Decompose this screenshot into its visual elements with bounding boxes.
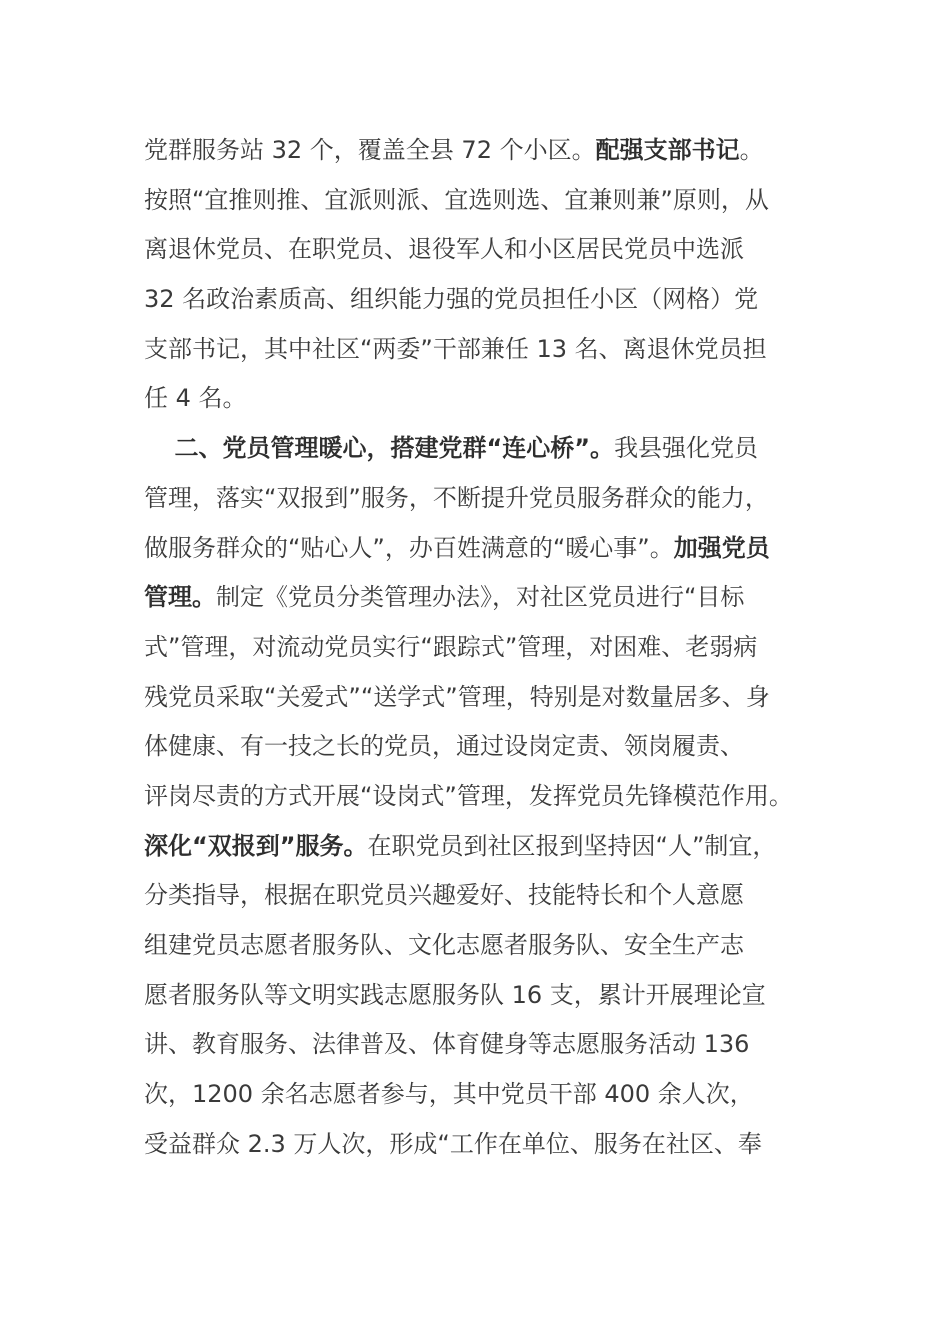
text-line <box>144 225 816 275</box>
text-segment: 制定《党员分类管理办法》，对社区党员进行“目标 <box>216 583 745 612</box>
text-line <box>144 1120 816 1170</box>
text-segment: 管理，落实“双报到”服务，不断提升党员服务群众的能力， <box>144 483 769 512</box>
text-line <box>144 871 816 921</box>
text-segment: 做服务群众的“贴心人”，办百姓满意的“暖心事”。 <box>144 533 674 562</box>
bold-heading-segment: 管理。 <box>144 583 216 612</box>
bold-heading-segment: 二、党员管理暖心，搭建党群“连心桥”。 <box>174 434 615 463</box>
text-segment: 愿者服务队等文明实践志愿服务队 16 支，累计开展理论宣 <box>144 980 766 1009</box>
text-line <box>144 722 816 772</box>
text-segment: 在职党员到社区报到坚持因“人”制宜， <box>367 831 777 860</box>
text-segment: 受益群众 2.3 万人次，形成“工作在单位、服务在社区、奉 <box>144 1129 762 1158</box>
text-line <box>144 524 816 574</box>
bold-heading-segment: 深化“双报到”服务。 <box>144 831 368 860</box>
text-line <box>144 573 816 623</box>
bold-heading-segment: 加强党员 <box>673 533 770 562</box>
text-line <box>144 971 816 1021</box>
text-line <box>144 275 816 325</box>
text-segment <box>144 434 175 462</box>
text-line <box>144 673 816 723</box>
text-line <box>144 424 816 474</box>
bold-heading-segment: 配强支部书记 <box>595 136 740 164</box>
text-line <box>144 623 816 673</box>
text-line <box>144 474 816 524</box>
text-line <box>144 176 816 226</box>
text-segment: 分类指导，根据在职党员兴趣爱好、技能特长和个人意愿 <box>144 881 744 910</box>
text-segment: 按照“宜推则推、宜派则派、宜选则选、宜兼则兼”原则，从 <box>144 185 769 214</box>
text-line <box>144 921 816 971</box>
text-segment: 32 名政治素质高、组织能力强的党员担任小区（网格）党 <box>144 285 759 314</box>
text-segment: 残党员采取“关爱式”“送学式”管理，特别是对数量居多、身 <box>144 682 770 711</box>
text-segment: 组建党员志愿者服务队、文化志愿者服务队、安全生产志 <box>144 931 744 959</box>
text-segment: 我县强化党员 <box>614 434 759 463</box>
text-line <box>144 772 816 822</box>
text-segment: 式”管理，对流动党员实行“跟踪式”管理，对困难、老弱病 <box>144 632 758 661</box>
text-segment: 体健康、有一技之长的党员，通过设岗定责、领岗履责、 <box>144 732 744 761</box>
text-segment: 讲、教育服务、法律普及、体育健身等志愿服务活动 136 <box>144 1030 750 1059</box>
text-segment: 次，1200 余名志愿者参与，其中党员干部 400 余人次， <box>144 1080 754 1109</box>
text-segment: 评岗尽责的方式开展“设岗式”管理，发挥党员先锋模范作用。 <box>144 781 793 810</box>
text-line <box>144 325 816 375</box>
text-line <box>144 1070 816 1120</box>
text-line <box>144 374 816 424</box>
text-segment: 离退休党员、在职党员、退役军人和小区居民党员中选派 <box>144 235 744 264</box>
text-segment: 支部书记，其中社区“两委”干部兼任 13 名、离退休党员担 <box>144 334 767 363</box>
text-line <box>144 1020 816 1070</box>
text-line <box>144 822 816 872</box>
text-segment: 。 <box>739 136 764 164</box>
text-line <box>144 126 816 176</box>
text-segment: 党群服务站 32 个，覆盖全县 72 个小区。 <box>144 136 596 164</box>
text-segment: 任 4 名。 <box>144 384 247 413</box>
body-text <box>144 126 816 1169</box>
